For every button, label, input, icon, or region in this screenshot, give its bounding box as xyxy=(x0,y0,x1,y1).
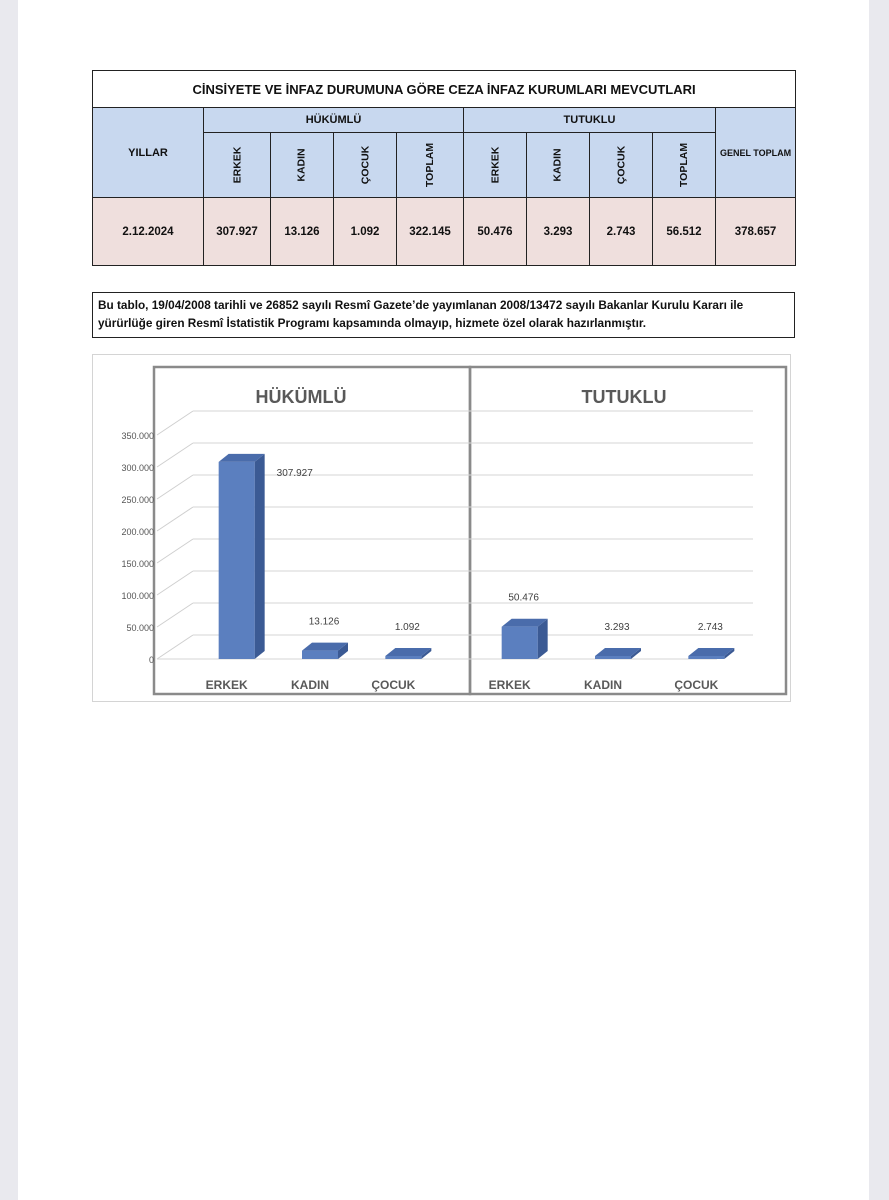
category-label: ÇOCUK xyxy=(674,678,719,692)
disclaimer-note xyxy=(92,292,795,338)
chart-svg xyxy=(93,355,790,701)
panel-title: TUTUKLU xyxy=(581,387,667,407)
grid-diagonal xyxy=(157,507,193,531)
panel-title: HÜKÜMLÜ xyxy=(255,387,347,407)
grid-diagonal xyxy=(157,571,193,595)
category-label: ERKEK xyxy=(205,678,248,692)
cell-value: 3.293 xyxy=(527,198,590,266)
y-tick-label: 100.000 xyxy=(121,591,154,601)
category-label: ERKEK xyxy=(488,678,531,692)
sub-header: TOPLAM xyxy=(653,132,716,198)
group-tutuklu: TUTUKLU xyxy=(464,108,716,132)
cell-value: 50.476 xyxy=(464,198,527,266)
grid-diagonal xyxy=(157,635,193,659)
bar xyxy=(302,651,338,659)
cell-value: 56.512 xyxy=(653,198,716,266)
y-tick-label: 300.000 xyxy=(121,463,154,473)
sub-header: TOPLAM xyxy=(397,132,464,198)
table-title: CİNSİYETE VE İNFAZ DURUMUNA GÖRE CEZA İNFAZ KURUMLARI MEVCUTLARI xyxy=(93,71,796,108)
sub-header: KADIN xyxy=(527,132,590,198)
grid-diagonal xyxy=(157,603,193,627)
data-label: 2.743 xyxy=(697,622,723,633)
data-label: 307.927 xyxy=(276,467,313,479)
y-tick-label: 200.000 xyxy=(121,527,154,537)
sub-header: KADIN xyxy=(271,132,334,198)
sub-header: ÇOCUK xyxy=(334,132,397,198)
cell-value: 307.927 xyxy=(204,198,271,266)
bar-side xyxy=(255,454,265,659)
note-line: yürürlüğe giren Resmî İstatistik Programı kapsamında olmayıp, hizmete özel olarak hazırlanmıştır. xyxy=(98,316,647,330)
category-label: KADIN xyxy=(291,678,329,692)
data-label: 1.092 xyxy=(394,622,420,633)
grid-diagonal xyxy=(157,539,193,563)
y-tick-label: 0 xyxy=(148,655,154,665)
cell-genel-toplam: 378.657 xyxy=(716,198,796,266)
cell-value: 2.743 xyxy=(590,198,653,266)
data-label: 13.126 xyxy=(308,616,340,628)
bar xyxy=(385,656,421,659)
bar xyxy=(502,627,538,659)
category-label: ÇOCUK xyxy=(371,678,416,692)
grid-diagonal xyxy=(157,475,193,499)
note-line: Bu tablo, 19/04/2008 tarihli ve 26852 sayılı Resmî Gazete’de yayımlanan 2008/13472 sayılı Bakanlar Kurulu Kararı ile xyxy=(98,298,744,312)
grid-diagonal xyxy=(157,443,193,467)
cell-value: 322.145 xyxy=(397,198,464,266)
data-label: 50.476 xyxy=(508,592,539,604)
sub-header: ÇOCUK xyxy=(590,132,653,198)
y-tick-label: 350.000 xyxy=(121,431,154,441)
y-tick-label: 150.000 xyxy=(121,559,154,569)
y-tick-label: 250.000 xyxy=(121,495,154,505)
bar xyxy=(219,462,255,659)
population-table xyxy=(92,70,796,266)
table-row xyxy=(93,198,796,266)
col-yillar: YILLAR xyxy=(93,108,204,198)
cell-value: 13.126 xyxy=(271,198,334,266)
bar xyxy=(595,656,631,659)
data-label: 3.293 xyxy=(604,622,630,633)
bar xyxy=(688,656,724,659)
sub-header: ERKEK xyxy=(464,132,527,198)
sub-header: ERKEK xyxy=(204,132,271,198)
cell-value: 1.092 xyxy=(334,198,397,266)
grid-diagonal xyxy=(157,411,193,435)
group-hukumlu: HÜKÜMLÜ xyxy=(204,108,464,132)
category-label: KADIN xyxy=(584,678,622,692)
col-genel-toplam: GENEL TOPLAM xyxy=(716,108,796,198)
y-tick-label: 50.000 xyxy=(126,623,154,633)
row-date: 2.12.2024 xyxy=(93,198,204,266)
bar-chart xyxy=(92,354,791,702)
